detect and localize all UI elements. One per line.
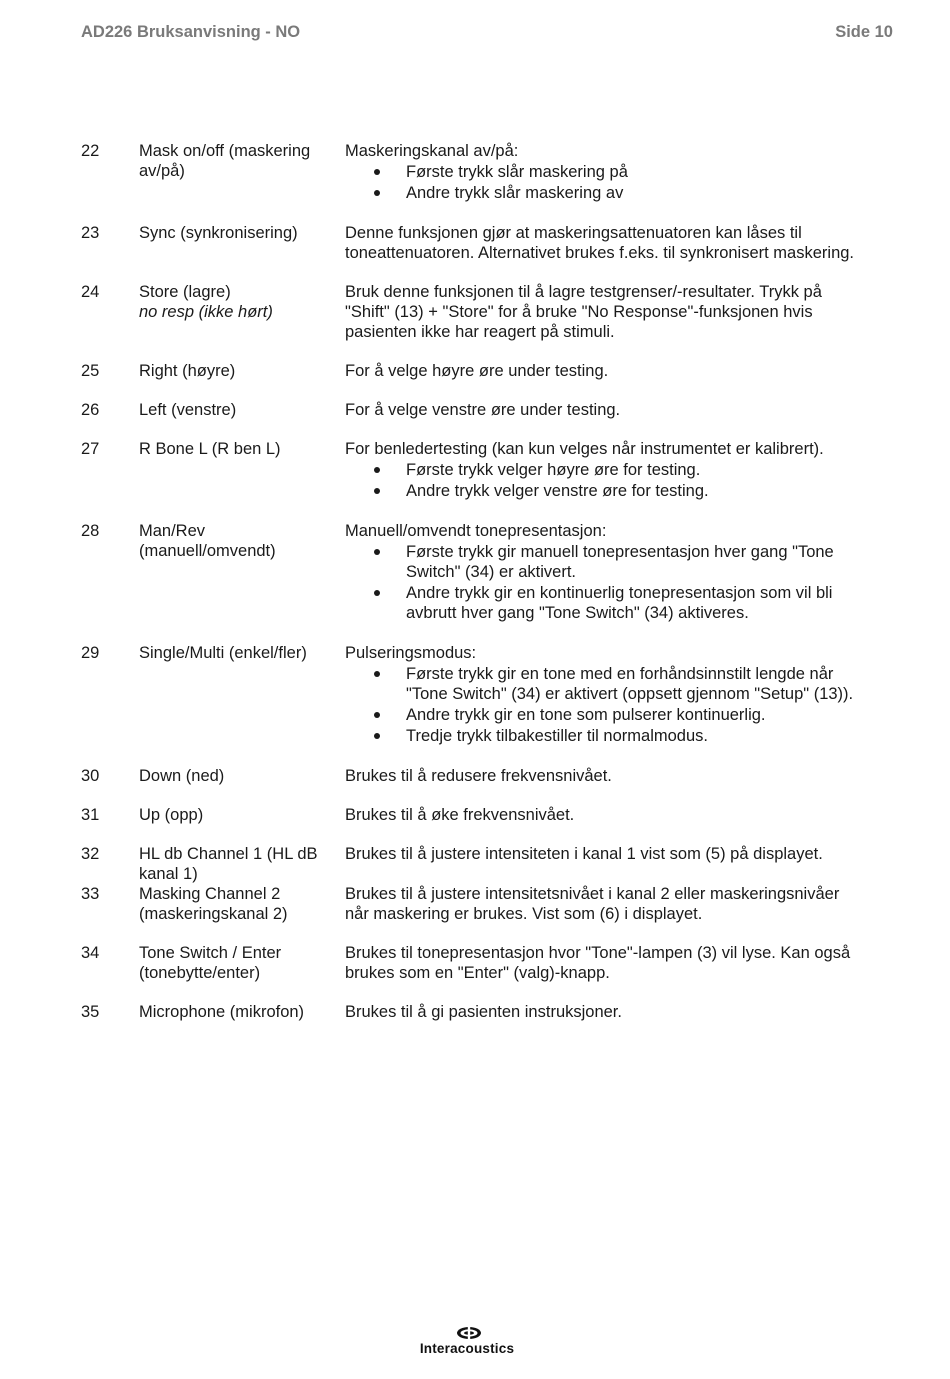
bullet-icon — [374, 671, 380, 677]
interacoustics-logo — [404, 1326, 534, 1360]
list-item — [345, 705, 855, 725]
item-description-cell — [345, 643, 855, 747]
bullet-icon — [374, 190, 380, 196]
bullet-text: Første trykk gir en tone med en forhåndsinnstilt lengde når "Tone Switch" (34) er aktivert (oppsett gjennom "Setup" (13)). — [406, 665, 854, 703]
item-number: 33 — [81, 885, 100, 903]
item-name: HL db Channel 1 (HL dB kanal 1) — [139, 845, 318, 883]
page-header — [81, 23, 893, 45]
bullet-icon — [374, 712, 380, 718]
bullet-list — [345, 664, 855, 746]
bullet-icon — [374, 590, 380, 596]
item-name: Store (lagre) — [139, 283, 231, 301]
bullet-icon — [374, 488, 380, 494]
item-number: 23 — [81, 224, 100, 242]
item-description: For å velge venstre øre under testing. — [345, 401, 621, 419]
item-description: Brukes til å redusere frekvensnivået. — [345, 767, 612, 785]
item-description-cell — [345, 805, 855, 825]
table-row — [81, 1002, 861, 1022]
bullet-icon — [374, 467, 380, 473]
item-name: R Bone L (R ben L) — [139, 440, 281, 458]
bullet-list — [345, 162, 855, 203]
table-row — [81, 766, 861, 786]
bullet-text: Første trykk slår maskering på — [406, 163, 628, 181]
item-description-cell — [345, 1002, 855, 1022]
list-item — [345, 583, 855, 623]
item-number: 35 — [81, 1003, 100, 1021]
table-row — [81, 141, 861, 204]
list-item — [345, 460, 855, 480]
item-name: Sync (synkronisering) — [139, 224, 298, 242]
bullet-list — [345, 460, 855, 501]
item-description-cell — [345, 141, 855, 204]
item-description: Denne funksjonen gjør at maskeringsattenuatoren kan låses til toneattenuatoren. Alternativet brukes f.eks. til synkronisert maskering. — [345, 224, 855, 262]
item-description-cell — [345, 439, 855, 502]
item-name: Microphone (mikrofon) — [139, 1003, 305, 1021]
item-description: For å velge høyre øre under testing. — [345, 362, 609, 380]
bullet-text: Andre trykk gir en tone som pulserer kontinuerlig. — [406, 706, 766, 724]
bullet-icon — [374, 549, 380, 555]
item-description: Pulseringsmodus: — [345, 644, 477, 662]
item-description: For benledertesting (kan kun velges når instrumentet er kalibrert). — [345, 440, 824, 458]
item-name: Left (venstre) — [139, 401, 237, 419]
item-description-cell — [345, 361, 855, 381]
item-description-cell — [345, 521, 855, 624]
table-row — [81, 400, 861, 420]
item-name: Right (høyre) — [139, 362, 236, 380]
item-name-cell — [139, 1002, 345, 1022]
item-name-cell — [139, 439, 345, 502]
item-name-cell — [139, 643, 345, 747]
item-description-cell — [345, 884, 855, 924]
list-item — [345, 726, 855, 746]
bullet-text: Første trykk gir manuell tonepresentasjon hver gang "Tone Switch" (34) er aktivert. — [406, 543, 834, 581]
item-description: Brukes til tonepresentasjon hvor "Tone"-lampen (3) vil lyse. Kan også brukes som en "Enter" (valg)-knapp. — [345, 944, 851, 982]
list-item — [345, 162, 855, 182]
table-row — [81, 884, 861, 924]
item-description: Bruk denne funksjonen til å lagre testgrenser/-resultater. Trykk på "Shift" (13) + "Store" for å bruke "No Response"-funksjonen hvis pasienten ikke har reagert på stimuli. — [345, 283, 822, 341]
bullet-list — [345, 542, 855, 623]
list-item — [345, 664, 855, 704]
item-description-cell — [345, 223, 855, 263]
page-number: Side 10 — [835, 23, 893, 41]
item-name: Tone Switch / Enter (tonebytte/enter) — [139, 944, 282, 982]
item-name: Single/Multi (enkel/fler) — [139, 644, 307, 662]
item-name-cell — [139, 361, 345, 381]
item-name-cell — [139, 943, 345, 983]
document-title: AD226 Bruksanvisning - NO — [81, 23, 301, 41]
item-name-cell — [139, 805, 345, 825]
item-name-cell — [139, 884, 345, 924]
item-number: 25 — [81, 362, 100, 380]
table-row — [81, 943, 861, 983]
interacoustics-logo-icon — [456, 1326, 482, 1340]
item-number: 30 — [81, 767, 100, 785]
item-name: Mask on/off (maskering av/på) — [139, 142, 311, 180]
item-name-cell — [139, 223, 345, 263]
table-row — [81, 282, 861, 342]
bullet-text: Tredje trykk tilbakestiller til normalmodus. — [406, 727, 708, 745]
bullet-icon — [374, 169, 380, 175]
bullet-text: Andre trykk gir en kontinuerlig tonepresentasjon som vil bli avbrutt hver gang "Tone Switch" (34) aktiveres. — [406, 584, 833, 622]
item-description: Brukes til å øke frekvensnivået. — [345, 806, 575, 824]
list-item — [345, 481, 855, 501]
bullet-text: Første trykk velger høyre øre for testing. — [406, 461, 701, 479]
item-name: Up (opp) — [139, 806, 204, 824]
item-name-secondary: no resp (ikke hørt) — [139, 303, 273, 321]
item-description-cell — [345, 844, 855, 884]
item-description-cell — [345, 766, 855, 786]
bullet-text: Andre trykk slår maskering av — [406, 184, 624, 202]
list-item — [345, 183, 855, 203]
item-name-cell — [139, 141, 345, 204]
item-name-cell — [139, 400, 345, 420]
item-description: Manuell/omvendt tonepresentasjon: — [345, 522, 607, 540]
item-name-cell — [139, 521, 345, 624]
list-item — [345, 542, 855, 582]
bullet-icon — [374, 733, 380, 739]
item-name-cell — [139, 282, 345, 342]
item-name: Masking Channel 2 (maskeringskanal 2) — [139, 885, 288, 923]
item-description: Maskeringskanal av/på: — [345, 142, 519, 160]
item-description-cell — [345, 282, 855, 342]
item-description-cell — [345, 943, 855, 983]
item-description: Brukes til å gi pasienten instruksjoner. — [345, 1003, 622, 1021]
item-number: 27 — [81, 440, 100, 458]
item-name-cell — [139, 766, 345, 786]
item-number: 26 — [81, 401, 100, 419]
logo-wordmark: Interacoustics — [419, 1341, 515, 1356]
item-description-cell — [345, 400, 855, 420]
function-table — [81, 141, 861, 1041]
item-number: 32 — [81, 845, 100, 863]
table-row — [81, 223, 861, 263]
item-number: 28 — [81, 522, 100, 540]
item-name: Down (ned) — [139, 767, 225, 785]
item-name-cell — [139, 844, 345, 884]
table-row — [81, 361, 861, 381]
item-number: 29 — [81, 644, 100, 662]
table-row — [81, 844, 861, 884]
item-number: 34 — [81, 944, 100, 962]
item-number: 24 — [81, 283, 100, 301]
table-row — [81, 643, 861, 747]
table-row — [81, 439, 861, 502]
item-description: Brukes til å justere intensitetsnivået i kanal 2 eller maskeringsnivåer når maskering er brukes. Vist som (6) i displayet. — [345, 885, 840, 923]
bullet-text: Andre trykk velger venstre øre for testing. — [406, 482, 709, 500]
item-number: 22 — [81, 142, 100, 160]
table-row — [81, 521, 861, 624]
item-name: Man/Rev (manuell/omvendt) — [139, 522, 276, 560]
table-row — [81, 805, 861, 825]
item-description: Brukes til å justere intensiteten i kanal 1 vist som (5) på displayet. — [345, 845, 823, 863]
item-number: 31 — [81, 806, 100, 824]
